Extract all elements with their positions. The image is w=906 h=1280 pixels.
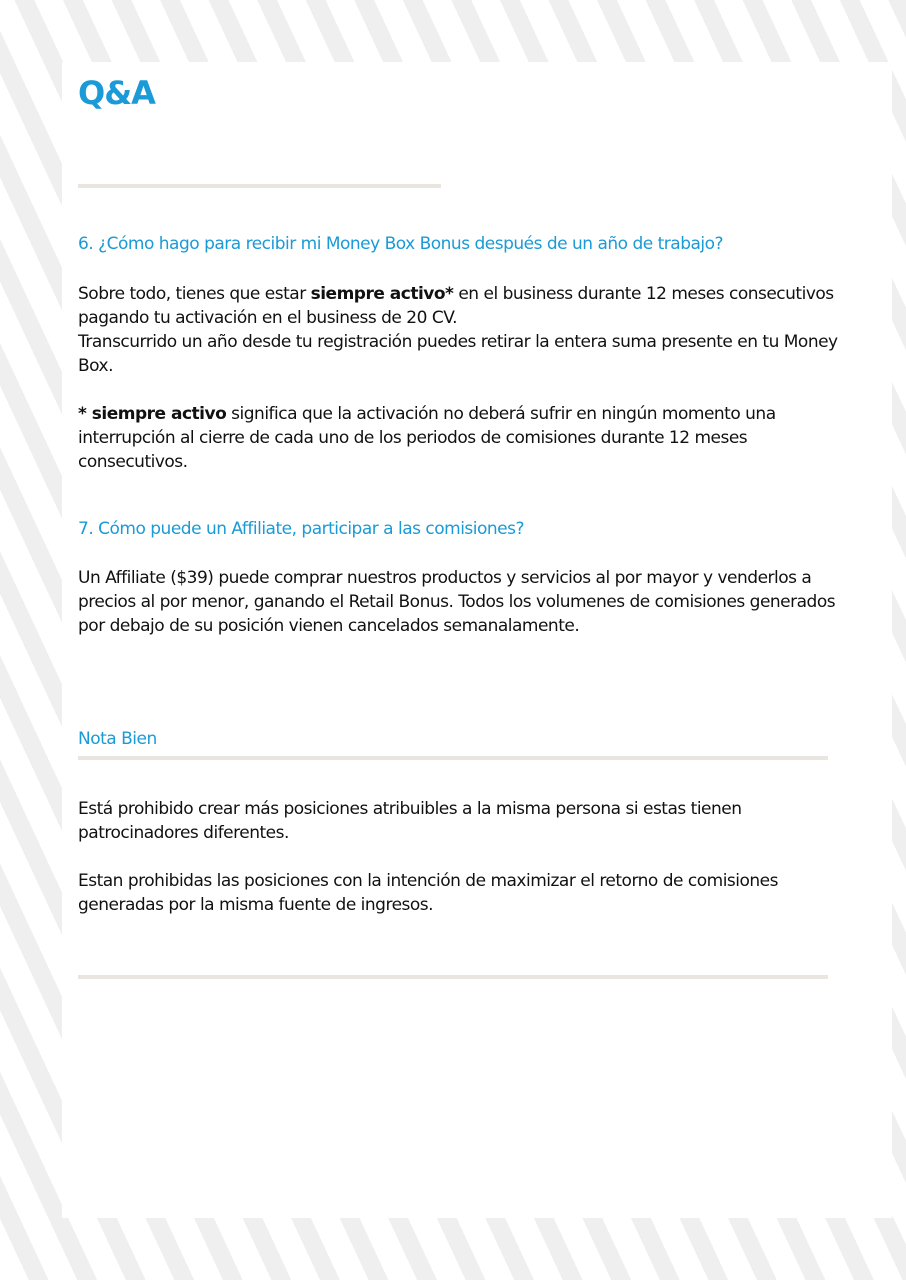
nota-divider <box>78 756 828 760</box>
question-7: 7. Cómo puede un Affiliate, participar a las comisiones? <box>78 519 525 539</box>
bold-text: siempre activo* <box>310 284 454 304</box>
text: significa que la activación no deberá sufrir en ningún momento una interrupción al cierre de cada uno de los periodos de comisiones durante 12 meses consecutivos. <box>78 404 776 472</box>
text: Sobre todo, tienes que estar <box>78 284 311 304</box>
paragraph: Estan prohibidas las posiciones con la intención de maximizar el retorno de comisiones generadas por la misma fuente de ingresos. <box>78 871 778 915</box>
nota-body <box>78 797 838 917</box>
question-6: 6. ¿Cómo hago para recibir mi Money Box Bonus después de un año de trabajo? <box>78 234 724 254</box>
answer-7: Un Affiliate ($39) puede comprar nuestros productos y servicios al por mayor y venderlos a precios al por menor, ganando el Retail Bonus. Todos los volumenes de comisiones generados por debajo de su posición vienen cancelados semanalamente. <box>78 568 836 636</box>
bold-text: * siempre activo <box>78 404 227 424</box>
paragraph: Está prohibido crear más posiciones atribuibles a la misma persona si estas tienen patrocinadores diferentes. <box>78 799 742 843</box>
title-divider <box>78 184 441 188</box>
page-title: Q&A <box>78 74 155 112</box>
bottom-divider <box>78 975 828 979</box>
paragraph: Transcurrido un año desde tu registración puedes retirar la entera suma presente en tu Money Box. <box>78 332 838 376</box>
text: en el business durante 12 meses consecutivos pagando tu activación en el business de 20 CV. <box>78 284 834 328</box>
nota-heading: Nota Bien <box>78 729 157 749</box>
answer-6 <box>78 282 838 474</box>
